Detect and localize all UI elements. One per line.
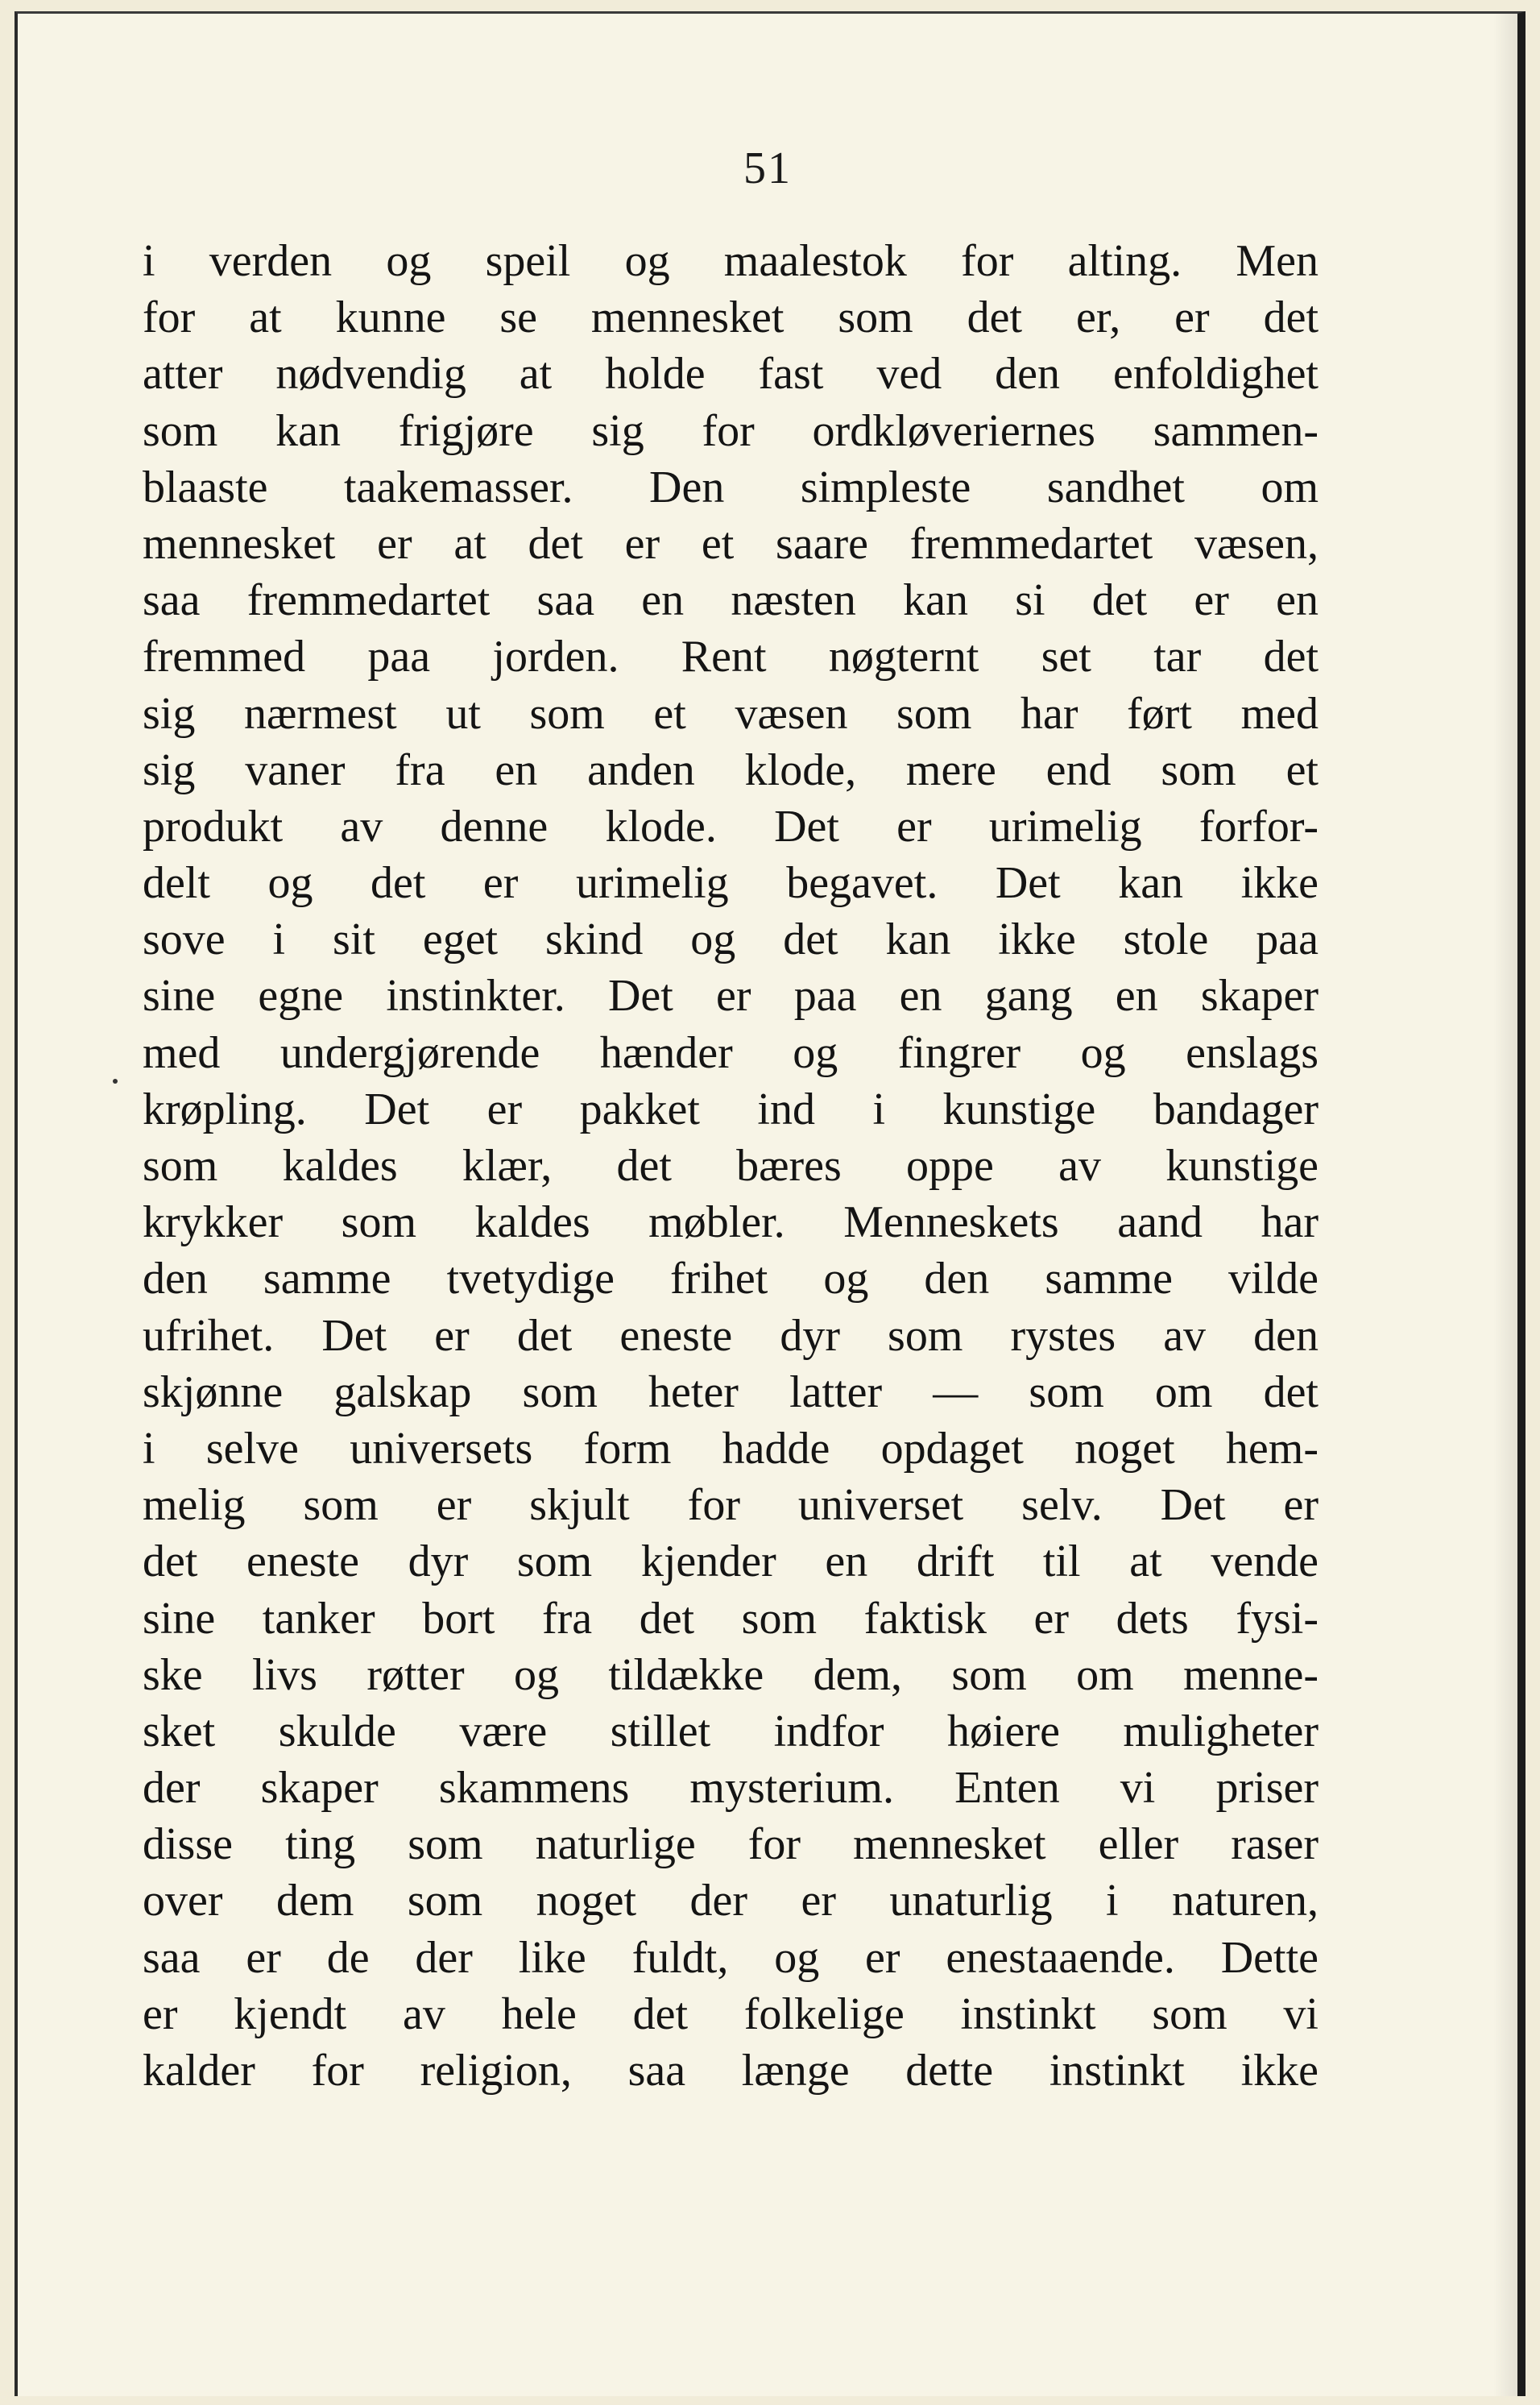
text-line: sine egne instinkter. Det er paa en gang en skaper (143, 971, 1319, 1022)
text-line: med undergjørende hænder og fingrer og enslags (143, 1027, 1319, 1078)
text-line: skjønne galskap som heter latter — som om det (143, 1366, 1319, 1417)
text-line: sig nærmest ut som et væsen som har ført med (143, 688, 1319, 739)
text-line: delt og det er urimelig begavet. Det kan ikke (143, 858, 1319, 909)
text-line: produkt av denne klode. Det er urimelig forfor- (143, 801, 1319, 852)
text-line: fremmed paa jorden. Rent nøgternt set tar det (143, 632, 1319, 682)
text-line: mennesket er at det er et saare fremmedartet væsen, (143, 518, 1319, 569)
text-line: disse ting som naturlige for mennesket eller raser (143, 1819, 1319, 1870)
text-line: i verden og speil og maalestok for alting. Men (143, 236, 1319, 286)
text-line: sig vaner fra en anden klode, mere end som et (143, 744, 1319, 795)
text-line: som kan frigjøre sig for ordkløveriernes sammen- (143, 405, 1319, 456)
book-page (14, 11, 1526, 2396)
text-line: er kjendt av hele det folkelige instinkt som vi (143, 1988, 1319, 2039)
text-line: over dem som noget der er unaturlig i naturen, (143, 1876, 1319, 1926)
text-line: blaaste taakemasser. Den simpleste sandhet om (143, 462, 1319, 512)
page-number: 51 (743, 143, 792, 193)
text-line: krøpling. Det er pakket ind i kunstige bandager (143, 1084, 1319, 1134)
text-line: sine tanker bort fra det som faktisk er dets fysi- (143, 1593, 1319, 1644)
text-line: saa er de der like fuldt, og er enestaaende. Dette (143, 1932, 1319, 1983)
text-line: den samme tvetydige frihet og den samme vilde (143, 1254, 1319, 1304)
text-line: som kaldes klær, det bæres oppe av kunstige (143, 1141, 1319, 1191)
text-line: kalder for religion, saa længe dette instinkt ikke (143, 2046, 1319, 2096)
body-text (143, 233, 1319, 2099)
page-edge-shadow (1493, 14, 1517, 2396)
margin-mark (113, 1079, 118, 1084)
text-line: atter nødvendig at holde fast ved den enfoldighet (143, 349, 1319, 400)
text-line: melig som er skjult for universet selv. Det er (143, 1480, 1319, 1531)
text-line: i selve universets form hadde opdaget noget hem- (143, 1423, 1319, 1474)
text-line: ufrihet. Det er det eneste dyr som rystes av den (143, 1310, 1319, 1361)
text-line: sove i sit eget skind og det kan ikke stole paa (143, 914, 1319, 965)
text-line: for at kunne se mennesket som det er, er det (143, 292, 1319, 343)
text-line: saa fremmedartet saa en næsten kan si det er en (143, 575, 1319, 626)
text-line: krykker som kaldes møbler. Menneskets aand har (143, 1197, 1319, 1248)
text-line: ske livs røtter og tildække dem, som om menne- (143, 1649, 1319, 1700)
text-line: der skaper skammens mysterium. Enten vi priser (143, 1763, 1319, 1814)
text-line: det eneste dyr som kjender en drift til at vende (143, 1536, 1319, 1587)
text-line: sket skulde være stillet indfor høiere muligheter (143, 1706, 1319, 1756)
